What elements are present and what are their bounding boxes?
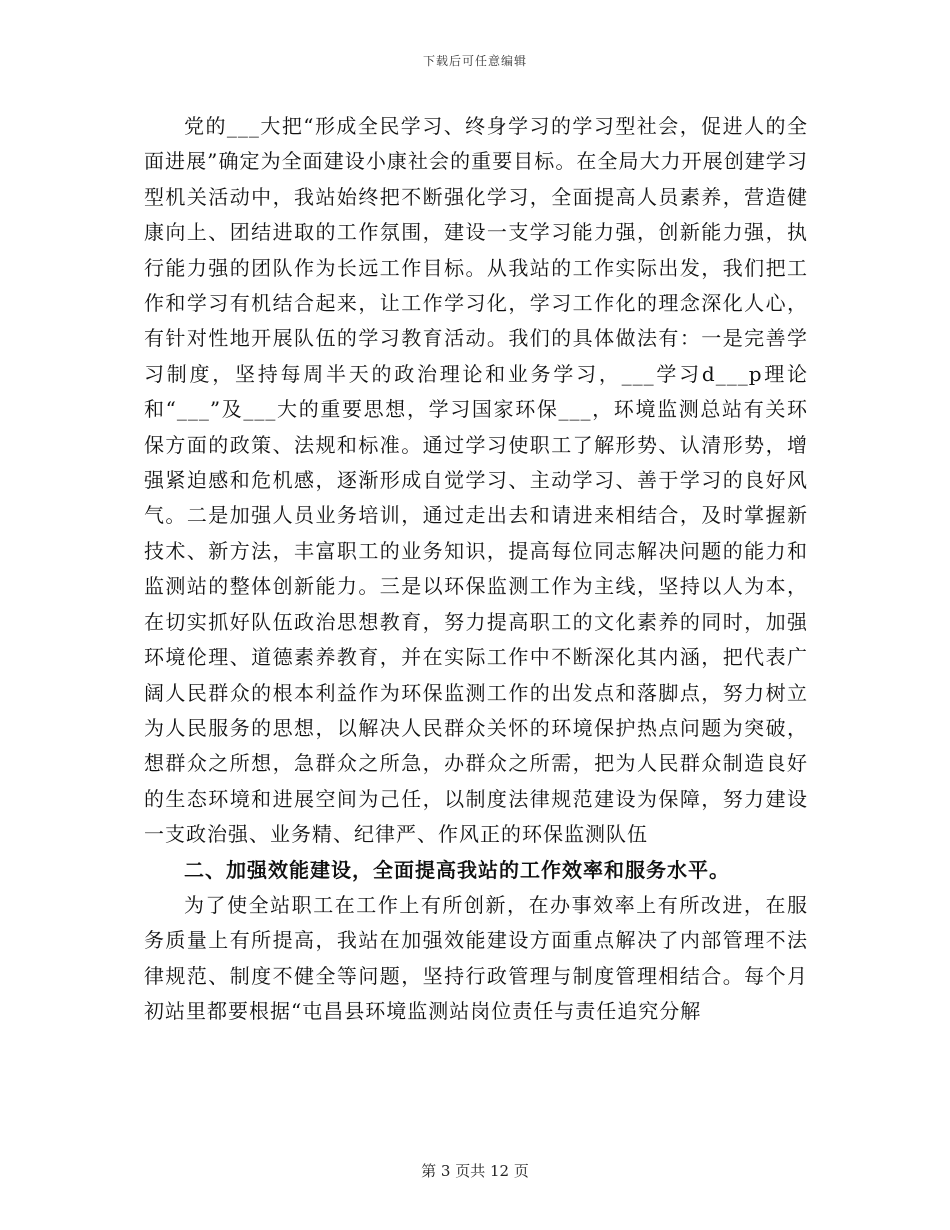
page-number: 第 3 页共 12 页 [421, 1162, 529, 1180]
document-body [144, 109, 808, 1030]
paragraph-efficiency-building: 为了使全站职工在工作上有所创新，在办事效率上有所改进，在服务质量上有所提高，我站在加强效能建设方面重点解决了内部管理不法律规范、制度不健全等问题，坚持行政管理与制度管理相结合。每个月初站里都要根据“屯昌县环境监测站岗位责任与责任追究分解 [144, 892, 808, 1024]
paragraph-study-system: 党的___大把“形成全民学习、终身学习的学习型社会，促进人的全面进展”确定为全面建设小康社会的重要目标。在全局大力开展创建学习型机关活动中，我站始终把不断强化学习，全面提高人员素养，营造健康向上、团结进取的工作氛围，建设一支学习能力强，创新能力强，执行能力强的团队作为长远工作目标。从我站的工作实际出发，我们把工作和学习有机结合起来，让工作学习化，学习工作化的理念深化人心，有针对性地开展队伍的学习教育活动。我们的具体做法有：一是完善学习制度，坚持每周半天的政治理论和业务学习，___学习d___p理论和“___”及___大的重要思想，学习国家环保___，环境监测总站有关环保方面的政策、法规和标准。通过学习使职工了解形势、认清形势，增强紧迫感和危机感，逐渐形成自觉学习、主动学习、善于学习的良好风气。二是加强人员业务培训，通过走出去和请进来相结合，及时掌握新技术、新方法，丰富职工的业务知识，提高每位同志解决问题的能力和监测站的整体创新能力。三是以环保监测工作为主线，坚持以人为本，在切实抓好队伍政治思想教育，努力提高职工的文化素养的同时，加强环境伦理、道德素养教育，并在实际工作中不断深化其内涵，把代表广阔人民群众的根本利益作为环保监测工作的出发点和落脚点，努力树立为人民服务的思想，以解决人民群众关怀的环境保护热点问题为突破，想群众之所想，急群众之所急，办群众之所需，把为人民群众制造良好的生态环境和进展空间为己任，以制度法律规范建设为保障，努力建设一支政治强、业务精、纪律严、作风正的环保监测队伍 [144, 114, 808, 847]
page-header: 下载后可任意编辑 [422, 54, 527, 68]
section-heading-efficiency: 二、加强效能建设，全面提高我站的工作效率和服务水平。 [184, 857, 730, 882]
